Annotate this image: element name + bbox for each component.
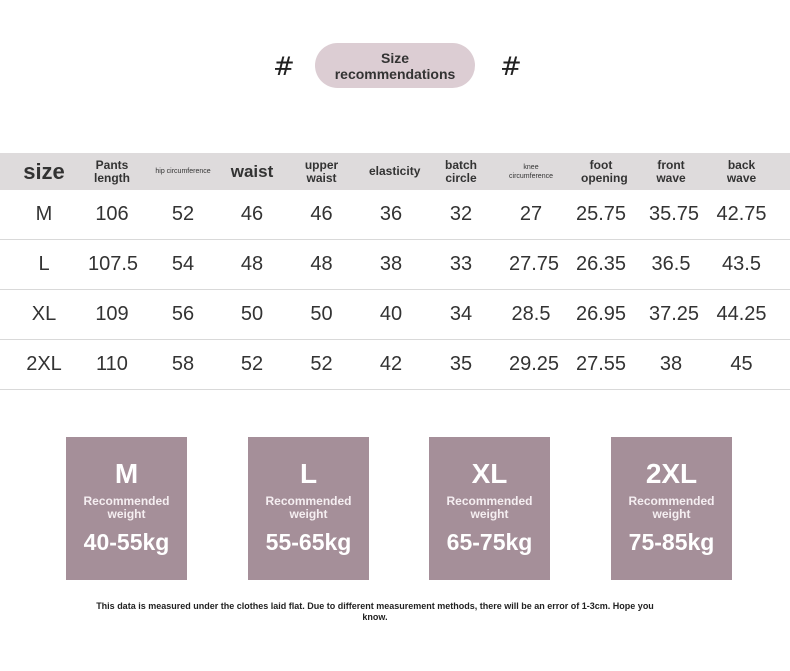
- table-cell: 50: [240, 303, 264, 325]
- card-size: M: [114, 458, 139, 489]
- header-back-wave: back wave: [726, 157, 757, 185]
- card-label: Recommended weight: [628, 494, 715, 521]
- card-label: Recommended weight: [265, 494, 352, 521]
- header-upper-waist: upper waist: [304, 157, 339, 185]
- table-cell: 36.5: [651, 253, 691, 275]
- weight-card-m: [66, 437, 187, 580]
- row-size-cell: XL: [31, 303, 57, 325]
- table-cell: 26.35: [575, 253, 627, 275]
- table-cell: 50: [310, 303, 333, 325]
- table-cell: 36: [379, 203, 403, 225]
- table-cell: 48: [310, 253, 333, 275]
- card-weight: 40-55kg: [83, 529, 170, 555]
- table-cell: 27: [519, 203, 543, 225]
- table-cell: 27.75: [509, 253, 560, 275]
- table-cell: 56: [171, 303, 195, 325]
- header-pants-length: Pants length: [94, 157, 130, 185]
- table-row: [0, 190, 790, 240]
- table-cell: 106: [95, 203, 129, 225]
- weight-card-xl: [429, 437, 550, 580]
- table-cell: 46: [240, 203, 264, 225]
- table-header: [0, 153, 790, 190]
- table-cell: 52: [240, 353, 264, 375]
- table-cell: 58: [171, 353, 195, 375]
- table-cell: 32: [449, 203, 473, 225]
- table-cell: 26.95: [575, 303, 627, 325]
- table-cell: 42.75: [716, 203, 767, 225]
- header-front-wave: front wave: [656, 157, 686, 185]
- card-weight: 65-75kg: [446, 529, 533, 555]
- header-elasticity: elasticity: [369, 164, 421, 178]
- table-cell: 45: [730, 353, 753, 375]
- table-cell: 52: [171, 203, 195, 225]
- weight-cards: [0, 437, 790, 580]
- card-size: 2XL: [645, 458, 698, 489]
- table-cell: 42: [379, 353, 403, 375]
- table-cell: 38: [659, 353, 683, 375]
- header-hip-circumference: hip circumference: [155, 168, 211, 175]
- table-cell: 110: [96, 353, 128, 375]
- table-cell: 27.55: [575, 353, 627, 375]
- row-size-cell: L: [38, 253, 50, 275]
- card-weight: 55-65kg: [265, 529, 352, 555]
- hash-right: #: [500, 52, 522, 82]
- header-batch-circle: batch circle: [444, 157, 477, 185]
- card-size: XL: [471, 458, 508, 489]
- row-size-cell: M: [35, 203, 53, 225]
- table-cell: 37.25: [649, 303, 700, 325]
- table-cell: 35.75: [649, 203, 700, 225]
- weight-card-l: [248, 437, 369, 580]
- table-cell: 107.5: [88, 253, 139, 275]
- table-cell: 33: [449, 253, 473, 275]
- table-cell: 28.5: [511, 303, 551, 325]
- table-cell: 40: [379, 303, 403, 325]
- card-size: L: [299, 458, 318, 489]
- table-cell: 109: [95, 303, 129, 325]
- table-cell: 25.75: [575, 203, 627, 225]
- card-label: Recommended weight: [83, 494, 170, 521]
- table-cell: 38: [379, 253, 403, 275]
- size-table: [0, 153, 790, 390]
- header-foot-opening: foot opening: [581, 157, 628, 185]
- table-row: [0, 340, 790, 390]
- table-cell: 43.5: [722, 253, 761, 275]
- table-cell: 29.25: [509, 353, 560, 375]
- table-cell: 54: [171, 253, 195, 275]
- header-size: size: [23, 159, 65, 184]
- table-row: [0, 290, 790, 340]
- hash-left: #: [273, 52, 295, 82]
- table-cell: 34: [449, 303, 473, 325]
- table-cell: 35: [449, 353, 473, 375]
- card-weight: 75-85kg: [628, 529, 715, 555]
- table-cell: 46: [310, 203, 333, 225]
- table-cell: 52: [310, 353, 333, 375]
- table-cell: 44.25: [716, 303, 767, 325]
- row-size-cell: 2XL: [26, 353, 62, 375]
- page-title: Size recommendations: [315, 43, 475, 88]
- table-row: [0, 240, 790, 290]
- header-knee-circumference: knee circumference: [509, 163, 553, 180]
- header-waist: waist: [230, 162, 274, 181]
- table-cell: 48: [240, 253, 264, 275]
- weight-card-2xl: [611, 437, 732, 580]
- measurement-note: This data is measured under the clothes laid flat. Due to different measurement methods, there will be an error of 1-3cm. Hope you know.: [96, 601, 654, 622]
- title-row: [0, 43, 790, 88]
- card-label: Recommended weight: [446, 494, 533, 521]
